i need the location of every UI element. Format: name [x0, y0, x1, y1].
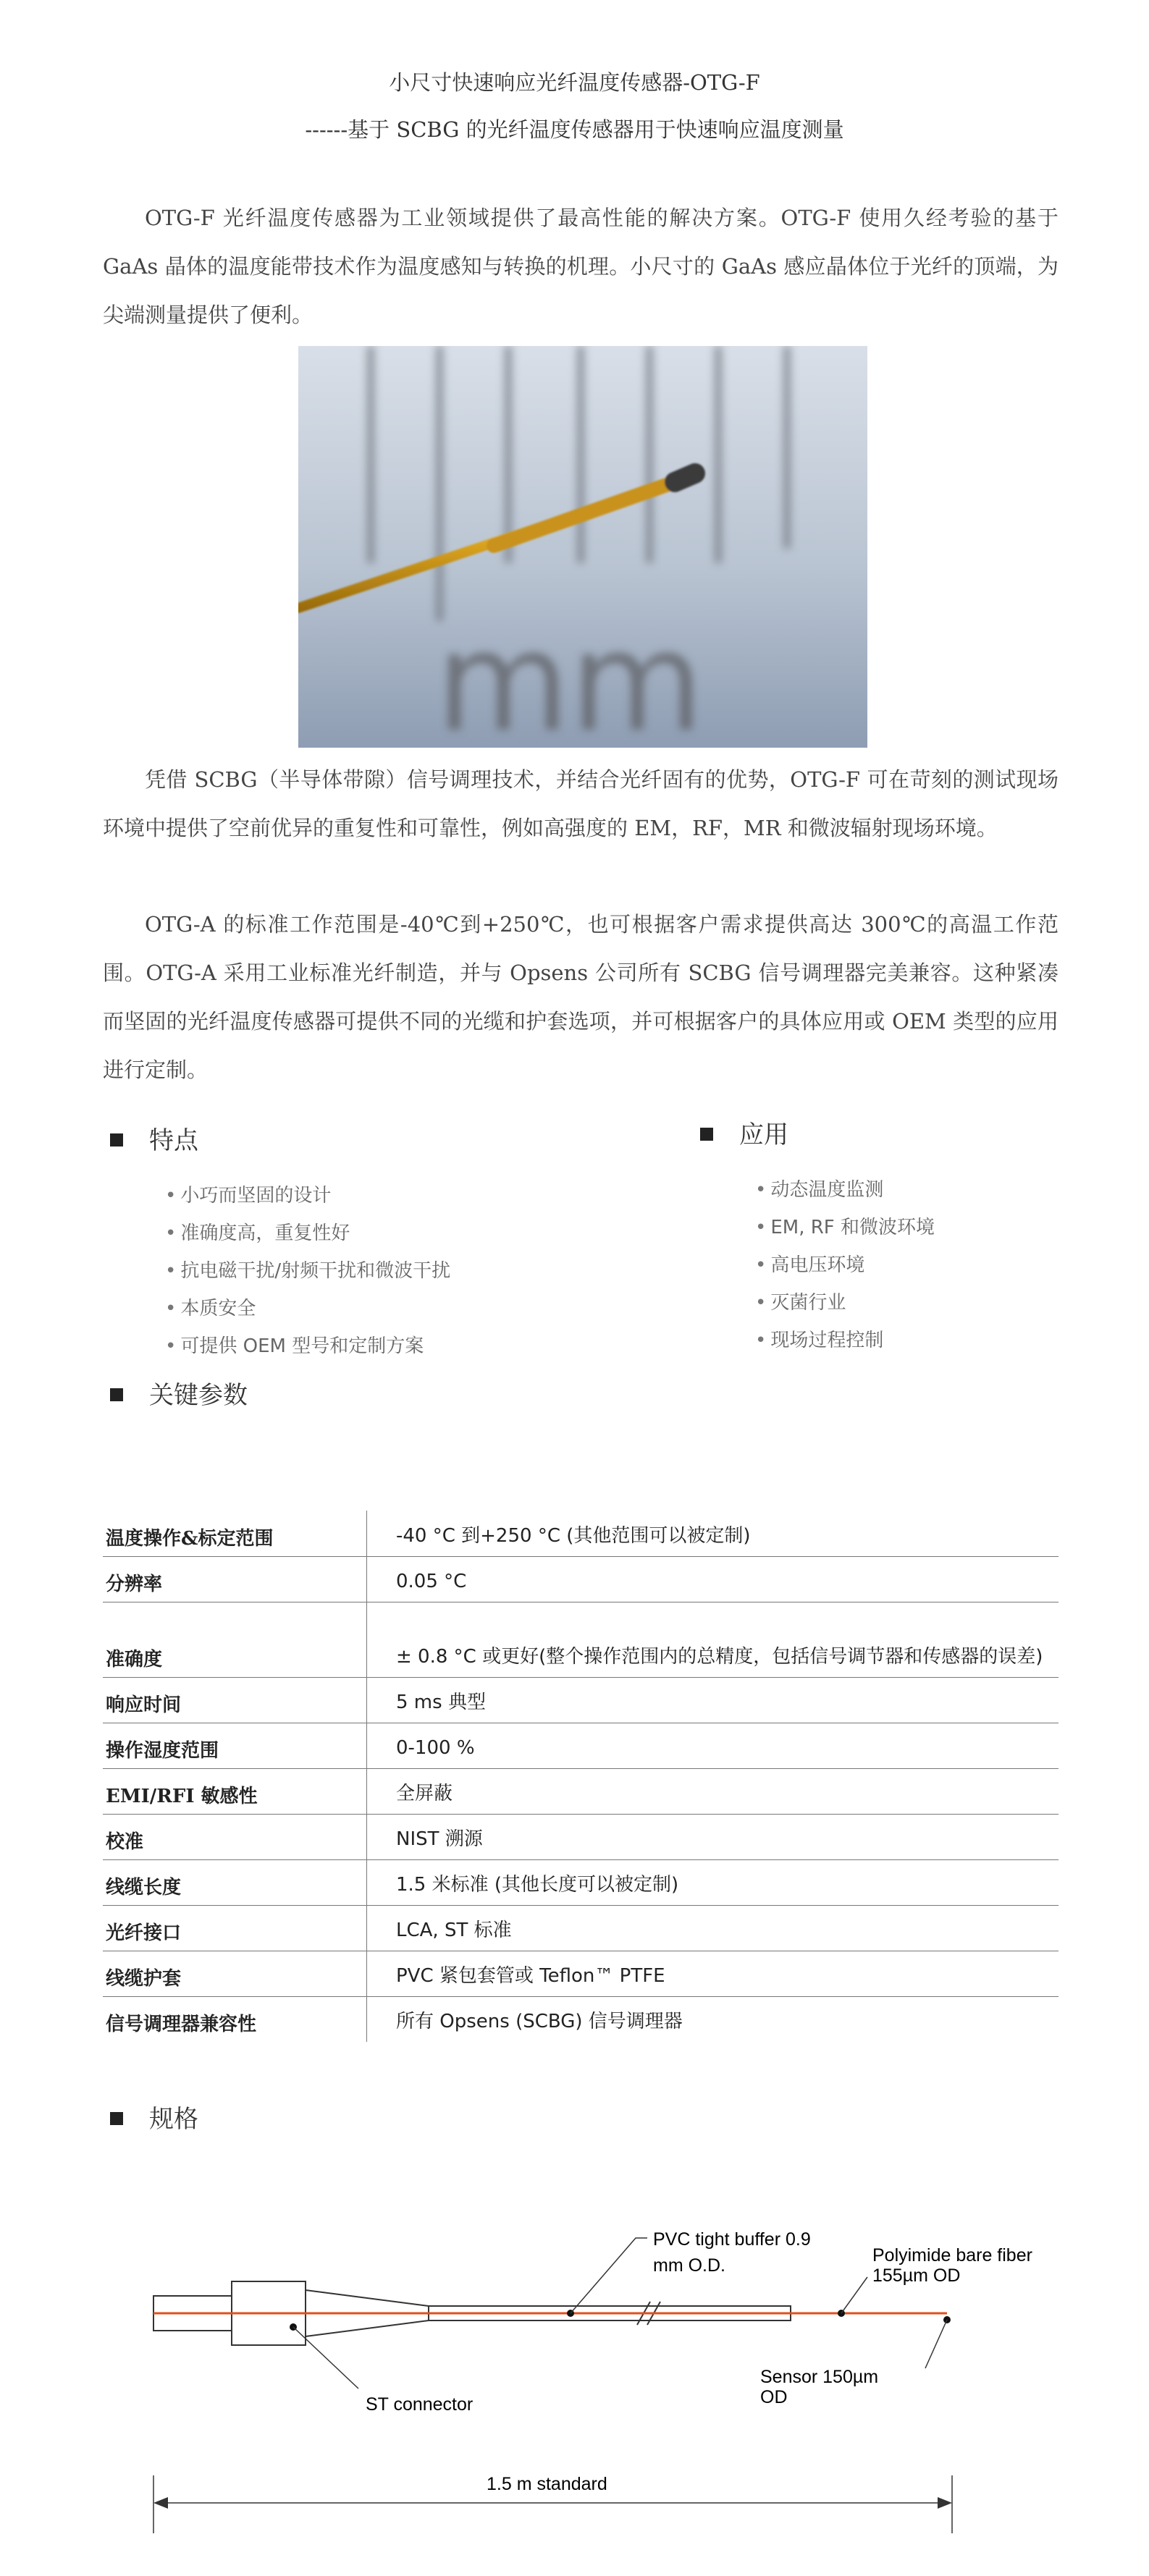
buffer-label: PVC tight buffer 0.9 — [653, 2229, 811, 2250]
square-bullet-icon — [110, 1133, 123, 1146]
square-bullet-icon — [110, 2112, 123, 2125]
buffer-label-2: mm O.D. — [653, 2255, 725, 2276]
square-bullet-icon — [110, 1388, 123, 1401]
param-value: 全屏蔽 — [367, 1768, 1059, 1814]
param-key: 操作湿度范围 — [103, 1723, 367, 1768]
sensor-dimension-diagram — [0, 2200, 1149, 2562]
list-item: • 本质安全 — [165, 1290, 450, 1327]
applications-list — [755, 1171, 935, 1359]
param-value: 0-100 % — [367, 1723, 1059, 1768]
table-row — [103, 1768, 1058, 1814]
list-item: • 高电压环境 — [755, 1246, 935, 1284]
applications-heading: 应用 — [700, 1115, 788, 1150]
square-bullet-icon — [700, 1128, 713, 1141]
table-row — [103, 1723, 1058, 1768]
leader-line — [841, 2277, 867, 2313]
param-key: 分辨率 — [103, 1556, 367, 1602]
table-row — [103, 1814, 1058, 1859]
page-subtitle: ------基于 SCBG 的光纤温度传感器用于快速响应温度测量 — [305, 117, 844, 142]
bare-fiber-label: Polyimide bare fiber — [872, 2245, 1032, 2265]
param-key: 信号调理器兼容性 — [103, 1996, 367, 2042]
table-row — [103, 1951, 1058, 1996]
param-key: 线缆护套 — [103, 1951, 367, 1996]
connector-label: ST connector — [366, 2394, 474, 2415]
param-value: 5 ms 典型 — [367, 1677, 1059, 1723]
leader-line — [571, 2238, 647, 2313]
table-row — [103, 1996, 1058, 2042]
list-item: • 现场过程控制 — [755, 1322, 935, 1359]
param-key: 温度操作&标定范围 — [103, 1511, 367, 1556]
param-key: 准确度 — [103, 1602, 367, 1677]
features-list — [165, 1177, 450, 1365]
list-item: • 可提供 OEM 型号和定制方案 — [165, 1327, 450, 1365]
param-value: LCA, ST 标准 — [367, 1905, 1059, 1951]
table-row — [103, 1859, 1058, 1905]
list-item: • 动态温度监测 — [755, 1171, 935, 1209]
table-row — [103, 1905, 1058, 1951]
list-item: • 灭菌行业 — [755, 1284, 935, 1322]
param-key: 光纤接口 — [103, 1905, 367, 1951]
arrow-left-icon — [153, 2497, 168, 2509]
features-heading: 特点 — [110, 1120, 198, 1156]
table-row — [103, 1677, 1058, 1723]
param-key: EMI/RFI 敏感性 — [103, 1768, 367, 1814]
table-row — [103, 1511, 1058, 1556]
length-label: 1.5 m standard — [487, 2474, 607, 2494]
bare-fiber-label-2: 155µm OD — [872, 2265, 961, 2286]
spec-heading: 规格 — [110, 2099, 198, 2134]
ruler-mm-label: mm — [436, 602, 704, 748]
list-item: • 准确度高，重复性好 — [165, 1215, 450, 1252]
sensor-label: Sensor 150µm — [760, 2367, 879, 2387]
sensor-label-2: OD — [760, 2387, 788, 2407]
param-key: 线缆长度 — [103, 1859, 367, 1905]
param-value: -40 °C 到+250 °C (其他范围可以被定制) — [367, 1511, 1059, 1556]
param-value: PVC 紧包套管或 Teflon™ PTFE — [367, 1951, 1059, 1996]
leader-line — [293, 2327, 358, 2389]
scbg-paragraph: 凭借 SCBG（半导体带隙）信号调理技术，并结合光纤固有的优势，OTG-F 可在苛刻的测试现场环境中提供了空前优异的重复性和可靠性，例如高强度的 EM，RF，MR 和微波辐射现场环境。 — [103, 767, 1058, 840]
params-heading: 关键参数 — [110, 1375, 248, 1411]
param-value: NIST 溯源 — [367, 1814, 1059, 1859]
intro-paragraph: OTG-F 光纤温度传感器为工业领域提供了最高性能的解决方案。OTG-F 使用久经考验的基于 GaAs 晶体的温度能带技术作为温度感知与转换的机理。小尺寸的 GaAs 感应晶体位于光纤的顶端，为尖端测量提供了便利。 — [103, 206, 1058, 327]
param-value: ± 0.8 °C 或更好(整个操作范围内的总精度，包括信号调节器和传感器的误差) — [367, 1602, 1059, 1677]
list-item: • 小巧而坚固的设计 — [165, 1177, 450, 1215]
sensor-photo — [298, 346, 867, 748]
range-paragraph: OTG-A 的标准工作范围是-40℃到+250℃，也可根据客户需求提供高达 300℃的高温工作范围。OTG-A 采用工业标准光纤制造，并与 Opsens 公司所有 SCBG 信号调理器完美兼容。这种紧凑而坚固的光纤温度传感器可提供不同的光缆和护套选项，并可根据客户的具体应用或 OEM 类型的应用进行定制。 — [103, 912, 1058, 1082]
param-value: 1.5 米标准 (其他长度可以被定制) — [367, 1859, 1059, 1905]
params-table — [103, 1511, 1058, 2042]
param-key: 校准 — [103, 1814, 367, 1859]
param-key: 响应时间 — [103, 1677, 367, 1723]
arrow-right-icon — [938, 2497, 952, 2509]
param-value: 所有 Opsens (SCBG) 信号调理器 — [396, 2011, 683, 2032]
param-value: 0.05 °C — [367, 1556, 1059, 1602]
page-title: 小尺寸快速响应光纤温度传感器-OTG-F — [389, 70, 760, 95]
list-item: • 抗电磁干扰/射频干扰和微波干扰 — [165, 1252, 450, 1290]
list-item: • EM, RF 和微波环境 — [755, 1209, 935, 1246]
table-row — [103, 1556, 1058, 1602]
leader-line — [925, 2320, 947, 2368]
table-row — [103, 1602, 1058, 1677]
